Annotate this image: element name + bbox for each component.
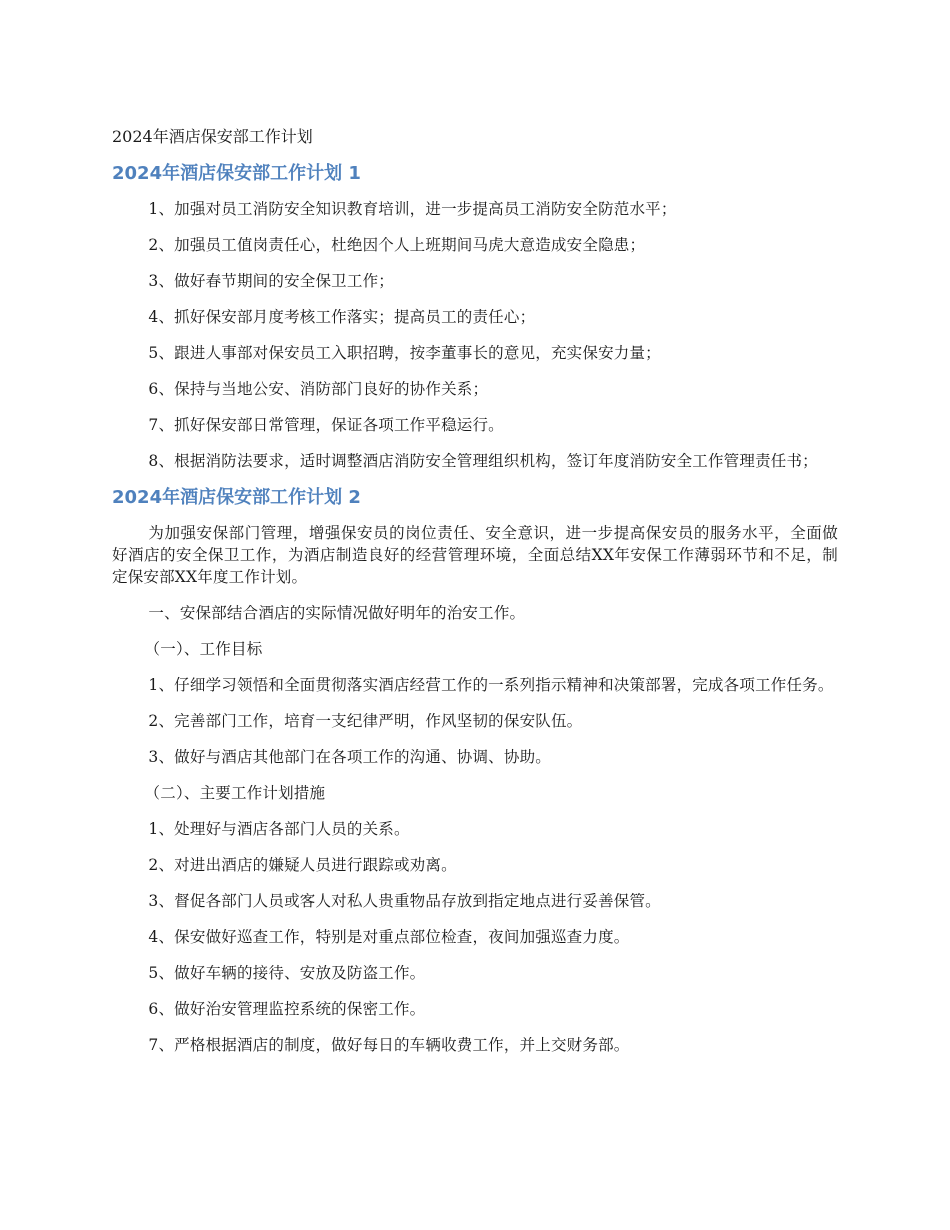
section-2: [112, 486, 838, 1056]
paragraph: 3、做好与酒店其他部门在各项工作的沟通、协调、协助。: [148, 748, 551, 766]
paragraph: 1、处理好与酒店各部门人员的关系。: [148, 820, 410, 838]
paragraph: 2、对进出酒店的嫌疑人员进行跟踪或劝离。: [148, 856, 457, 874]
paragraph: 1、仔细学习领悟和全面贯彻落实酒店经营工作的一系列指示精神和决策部署，完成各项工作任务。: [148, 676, 834, 694]
paragraph: 3、督促各部门人员或客人对私人贵重物品存放到指定地点进行妥善保管。: [148, 892, 661, 910]
subheading: （二）、主要工作计划措施: [144, 784, 326, 802]
paragraph: 1、加强对员工消防安全知识教育培训，进一步提高员工消防安全防范水平；: [148, 200, 677, 218]
paragraph: 6、做好治安管理监控系统的保密工作。: [148, 1000, 426, 1018]
paragraph: 7、严格根据酒店的制度，做好每日的车辆收费工作，并上交财务部。: [148, 1036, 630, 1054]
section-heading-2: 2024年酒店保安部工作计划 2: [112, 487, 361, 508]
paragraph: 4、保安做好巡查工作，特别是对重点部位检查，夜间加强巡查力度。: [148, 928, 630, 946]
paragraph: 4、抓好保安部月度考核工作落实；提高员工的责任心；: [148, 308, 536, 326]
paragraph: 2、完善部门工作，培育一支纪律严明，作风坚韧的保安队伍。: [148, 712, 583, 730]
section-1: [112, 162, 838, 472]
section-heading-1: 2024年酒店保安部工作计划 1: [112, 163, 361, 184]
document-title: 2024年酒店保安部工作计划: [112, 127, 313, 146]
paragraph: 为加强安保部门管理，增强保安员的岗位责任、安全意识，进一步提高保安员的服务水平，全面做好酒店的安全保卫工作，为酒店制造良好的经营管理环境，全面总结XX年安保工作薄弱环节和不足，制定保安部XX年度工作计划。: [112, 524, 838, 586]
paragraph: 7、抓好保安部日常管理，保证各项工作平稳运行。: [148, 416, 504, 434]
paragraph: 2、加强员工值岗责任心，杜绝因个人上班期间马虎大意造成安全隐患；: [148, 236, 646, 254]
paragraph: 8、根据消防法要求，适时调整酒店消防安全管理组织机构，签订年度消防安全工作管理责任书；: [148, 452, 818, 470]
subheading: （一）、工作目标: [144, 640, 263, 658]
paragraph: 5、做好车辆的接待、安放及防盗工作。: [148, 964, 426, 982]
paragraph: 3、做好春节期间的安全保卫工作；: [148, 272, 394, 290]
paragraph: 6、保持与当地公安、消防部门良好的协作关系；: [148, 380, 489, 398]
paragraph: 一、安保部结合酒店的实际情况做好明年的治安工作。: [148, 604, 526, 622]
paragraph: 5、跟进人事部对保安员工入职招聘，按李董事长的意见，充实保安力量；: [148, 344, 661, 362]
